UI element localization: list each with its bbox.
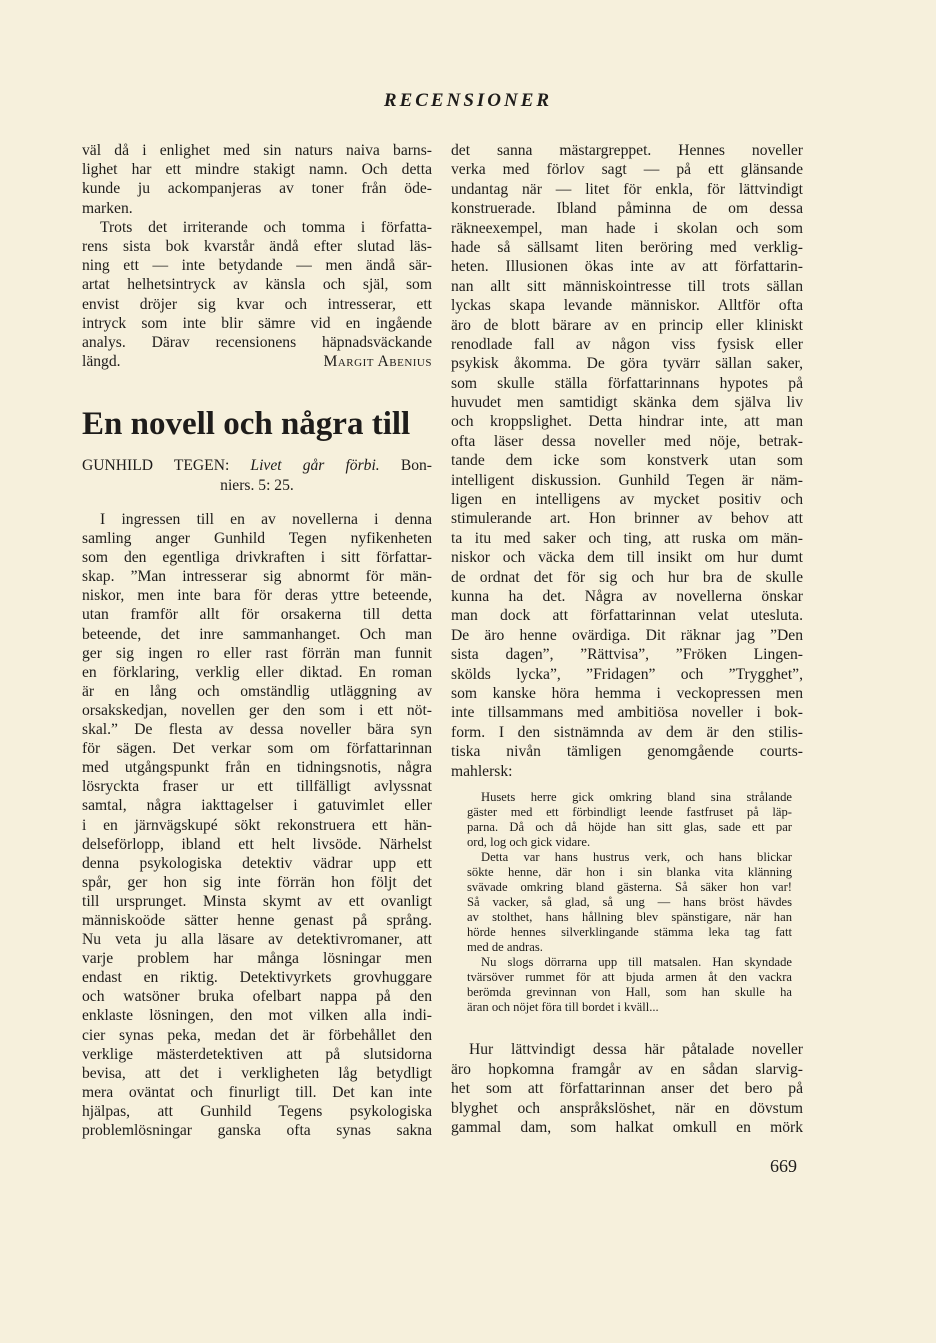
text-line: delseförlopp, ibland ett helt livsöde. Närhelst xyxy=(82,835,432,853)
text-line: Nu veta ju alla läsare av detektivromaner, att xyxy=(82,931,432,949)
signature-line xyxy=(82,352,432,371)
paragraph xyxy=(82,218,432,352)
text-line: räkneexempel, man hade i skolan och som xyxy=(451,219,803,237)
text-line: renodlade fall av någon viss fysisk eller xyxy=(451,335,803,353)
review-title: En novell och några till xyxy=(82,406,411,442)
text-line: skap. ”Man intresserar sig abnormt för män- xyxy=(82,568,432,586)
text-line: och watsöner bruka ofelbart nappa på den xyxy=(82,988,432,1006)
text-line: av stolthet, hans hållning blev spänstigare, när han xyxy=(467,910,792,924)
quote-paragraph xyxy=(467,850,792,955)
text-line: som skulle ställa författarinnans hypotes på xyxy=(451,374,803,392)
reviewer-signature: Margit Abenius xyxy=(323,353,432,371)
text-line: utan framför allt för orsakerna till detta xyxy=(82,606,432,624)
text-line: lösryckta fraser ur ett tillfälligt avlyssnat xyxy=(82,778,432,796)
text-line: tvärsöver rummet för att bjuda armen åt den vackra xyxy=(467,970,792,984)
citation-publisher: Bon- xyxy=(400,457,432,474)
review-left-column xyxy=(82,510,432,1140)
text-line: rens sista bok kvarstår ändå efter slutad läs- xyxy=(82,237,432,255)
text-line: lyckas skapa levande människor. Alltför ofta xyxy=(451,297,803,315)
citation-line-1 xyxy=(82,456,432,476)
text-line: bevisa, att det i verkligheten låg betydligt xyxy=(82,1064,432,1082)
quote-paragraph xyxy=(467,955,792,1015)
book-citation xyxy=(82,456,432,496)
text-line: äro hopkomna framgår av en sådan slarvig- xyxy=(451,1060,803,1078)
text-line: till ursprunget. Minsta skymt av ett ovanligt xyxy=(82,892,432,910)
text-line: hjälpas, att Gunhild Tegens psykologiska xyxy=(82,1102,432,1120)
text-line: inte tillsammans med ambitiösa noveller i bok- xyxy=(451,704,803,722)
text-line: problemlösningar ganska ofta synas sakna xyxy=(82,1122,432,1139)
text-line: parna. Då och då höjde han sitt glas, sade ett par xyxy=(467,820,792,834)
text-line: sökte henne, där hon i sin blanka vita klänning xyxy=(467,865,792,879)
text-line: gammal dam, som halkat omkull en mörk xyxy=(451,1119,803,1136)
text-line: med de andras. xyxy=(467,940,543,954)
text-line: De äro henne ovärdiga. Dit räknar jag ”Den xyxy=(451,626,803,644)
previous-review-ending xyxy=(82,141,432,371)
block-quote xyxy=(467,790,792,1015)
text-line: sista dagen”, ”Rättvisa”, ”Fröken Lingen- xyxy=(451,646,803,664)
text-line: blyghet och anspråkslöshet, när en dövstum xyxy=(451,1099,803,1117)
text-line: en förklaring, verklig eller diktad. En roman xyxy=(82,663,432,681)
text-line: stimulerande art. Hon brinner av behov att xyxy=(451,510,803,528)
citation-book-title: Livet går förbi. xyxy=(250,457,380,474)
text-line: med utgångspunkt från en tidningsnotis, några xyxy=(82,759,432,777)
text-line: undantag när — litet för enkla, för lättvindigt xyxy=(451,180,803,198)
text-line: konstruerade. Ibland påminna de om dessa xyxy=(451,200,803,218)
text-line: lighet har ett mindre stakigt namn. Och detta xyxy=(82,161,432,179)
citation-author: GUNHILD TEGEN: xyxy=(82,457,230,474)
text-line: endast en riktig. Detektivyrkets grovhuggare xyxy=(82,969,432,987)
text-line: ord, log och gick vidare. xyxy=(467,835,591,849)
paragraph xyxy=(82,141,432,218)
text-line: denna psykologiska detektiv vädrar upp ett xyxy=(82,854,432,872)
text-line: man dock att författarinnan velat utesluta. xyxy=(451,607,803,625)
text-line: och kroppslighet. Detta hindrar inte, att man xyxy=(451,413,803,431)
text-line: ofta läser dessa noveller med nöje, betrak- xyxy=(451,432,803,450)
text-line: cier synas peka, medan det är förbehållet den xyxy=(82,1026,432,1044)
text-line: envist dröjer sig kvar och intresserar, ett xyxy=(82,295,432,313)
text-line: analys. Därav recensionens häpnadsväckande xyxy=(82,333,432,351)
text-line: ta itu med saker och ting, att ruska om män- xyxy=(451,529,803,547)
text-line: äro de blott bärare av en princip eller kliniskt xyxy=(451,316,803,334)
text-line: het som att författarinnan anser det bero på xyxy=(451,1080,803,1097)
text-line: mera oväntat och finurligt till. Det kan inte xyxy=(82,1083,432,1101)
text-line: som den egentliga drivkraften i sitt författar- xyxy=(82,549,432,567)
text-line: Hur lättvindigt dessa här påtalade noveller xyxy=(469,1041,803,1058)
last-line-text: längd. xyxy=(82,353,121,371)
text-line: svävade omkring bland gästerna. Så säker hon var! xyxy=(467,880,792,894)
text-line: Så vacker, så glad, så ung — hans bröst hävdes xyxy=(467,895,792,909)
text-line: verka med förlov sagt — på ett glänsande xyxy=(451,161,803,179)
text-line: ligen en intelligens av mycket positiv och xyxy=(451,491,803,509)
text-line: för sägen. Det verkar som om författarinnan xyxy=(82,740,432,758)
text-line: kunde ju ackompanjeras av toner från öde- xyxy=(82,180,432,198)
text-line: kunna ha det. Några av novellerna önskar xyxy=(451,587,803,605)
text-line: de ordnat det för sig och hur bra de skulle xyxy=(451,568,803,586)
text-line: är en lång och omständlig utläggning av xyxy=(82,682,432,700)
text-line: Nu slogs dörrarna upp till matsalen. Han skyndade xyxy=(481,955,792,969)
text-line: hörde hennes silverklingande stämma leka tag fatt xyxy=(467,925,792,939)
text-line: enklaste lösningen, den mot vilken alla indi- xyxy=(82,1007,432,1025)
citation-line-2: niers. 5: 25. xyxy=(220,477,294,494)
text-line: ger sig ingen ro eller rast förrän man funnit xyxy=(82,644,432,662)
text-line: väl då i enlighet med sin naturs naiva barns- xyxy=(82,142,432,159)
text-line: tande dem icke som konstverk utan som xyxy=(451,452,803,470)
text-line: huvudet men samtidigt skänka dem själva liv xyxy=(451,394,803,412)
text-line: psykisk åkomma. De göra tyvärr sällan saker, xyxy=(451,355,803,373)
text-line: som kanske höra hemma i veckopressen men xyxy=(451,684,803,702)
text-line: berömda grevinnan von Hall, som han skulle ha xyxy=(467,985,792,999)
text-line: marken. xyxy=(82,199,133,217)
text-line: Trots det irriterande och tomma i författa- xyxy=(100,218,432,236)
text-line: niskor och väcka dem till insikt om hur dumt xyxy=(451,549,803,567)
text-line: samling anger Gunhild Tegen nyfikenheten xyxy=(82,530,432,548)
text-line: orsakskedjan, novellen ger den som i ett nöt- xyxy=(82,701,432,719)
text-line: beteende, det inre sammanhanget. Och man xyxy=(82,625,432,643)
text-line: nan allt sitt människointresse till trots sällan xyxy=(451,277,803,295)
text-line: heten. Illusionen ökas inte av att författarin- xyxy=(451,258,803,276)
previous-review-paragraphs xyxy=(82,141,432,352)
text-line: intryck som inte blir sämre vid en ingående xyxy=(82,314,432,332)
running-head: RECENSIONER xyxy=(383,90,553,111)
text-line: skal.” De flesta av dessa noveller bära syn xyxy=(82,721,432,739)
text-line: form. I den sistnämnda av dem är den stilis- xyxy=(451,723,803,741)
text-line: i en järnvägskupé sökt rekonstruera ett hän- xyxy=(82,816,432,834)
text-line: verklige mästerdetektiven att på slutsidorna xyxy=(82,1045,432,1063)
text-line: äran och nöjet föra till bordet i kväll... xyxy=(467,1000,659,1014)
text-line: gäster med ett förbindligt leende fastfruset på läp- xyxy=(467,805,792,819)
review-right-column xyxy=(451,141,803,781)
text-line: spår, ger hon sig inte förrän hon följt det xyxy=(82,873,432,891)
page-number: 669 xyxy=(770,1156,797,1176)
text-line: tiska nivån tämligen genomgående courts- xyxy=(451,743,803,761)
text-line: människoöde sätter henne genast på språng. xyxy=(82,911,432,929)
text-line: Husets herre gick omkring bland sina strålande xyxy=(481,790,792,804)
text-line: I ingressen till en av novellerna i denna xyxy=(100,511,432,528)
text-line: mahlersk: xyxy=(451,762,513,780)
text-line: varje problem har många lösningar men xyxy=(82,950,432,968)
review-final-paragraph xyxy=(451,1040,803,1138)
text-line: intelligent diskussion. Gunhild Tegen är näm- xyxy=(451,471,803,489)
quote-paragraph xyxy=(467,790,792,850)
text-line: ning ett — inte betydande — men ändå sär- xyxy=(82,257,432,275)
text-line: niskor, men inte bara för deras yttre beteende, xyxy=(82,587,432,605)
text-line: artat helhetsintryck av känsla och själ, som xyxy=(82,276,432,294)
text-line: samtal, några iakttagelser i gatuvimlet eller xyxy=(82,797,432,815)
text-line: skölds lycka”, ”Fridagen” och ”Trygghet”, xyxy=(451,665,803,683)
text-line: Detta var hans hustrus verk, och hans blickar xyxy=(481,850,792,864)
text-line: hade så sällsamt liten beröring med verklig- xyxy=(451,238,803,256)
text-line: det sanna mästargreppet. Hennes noveller xyxy=(451,142,803,159)
